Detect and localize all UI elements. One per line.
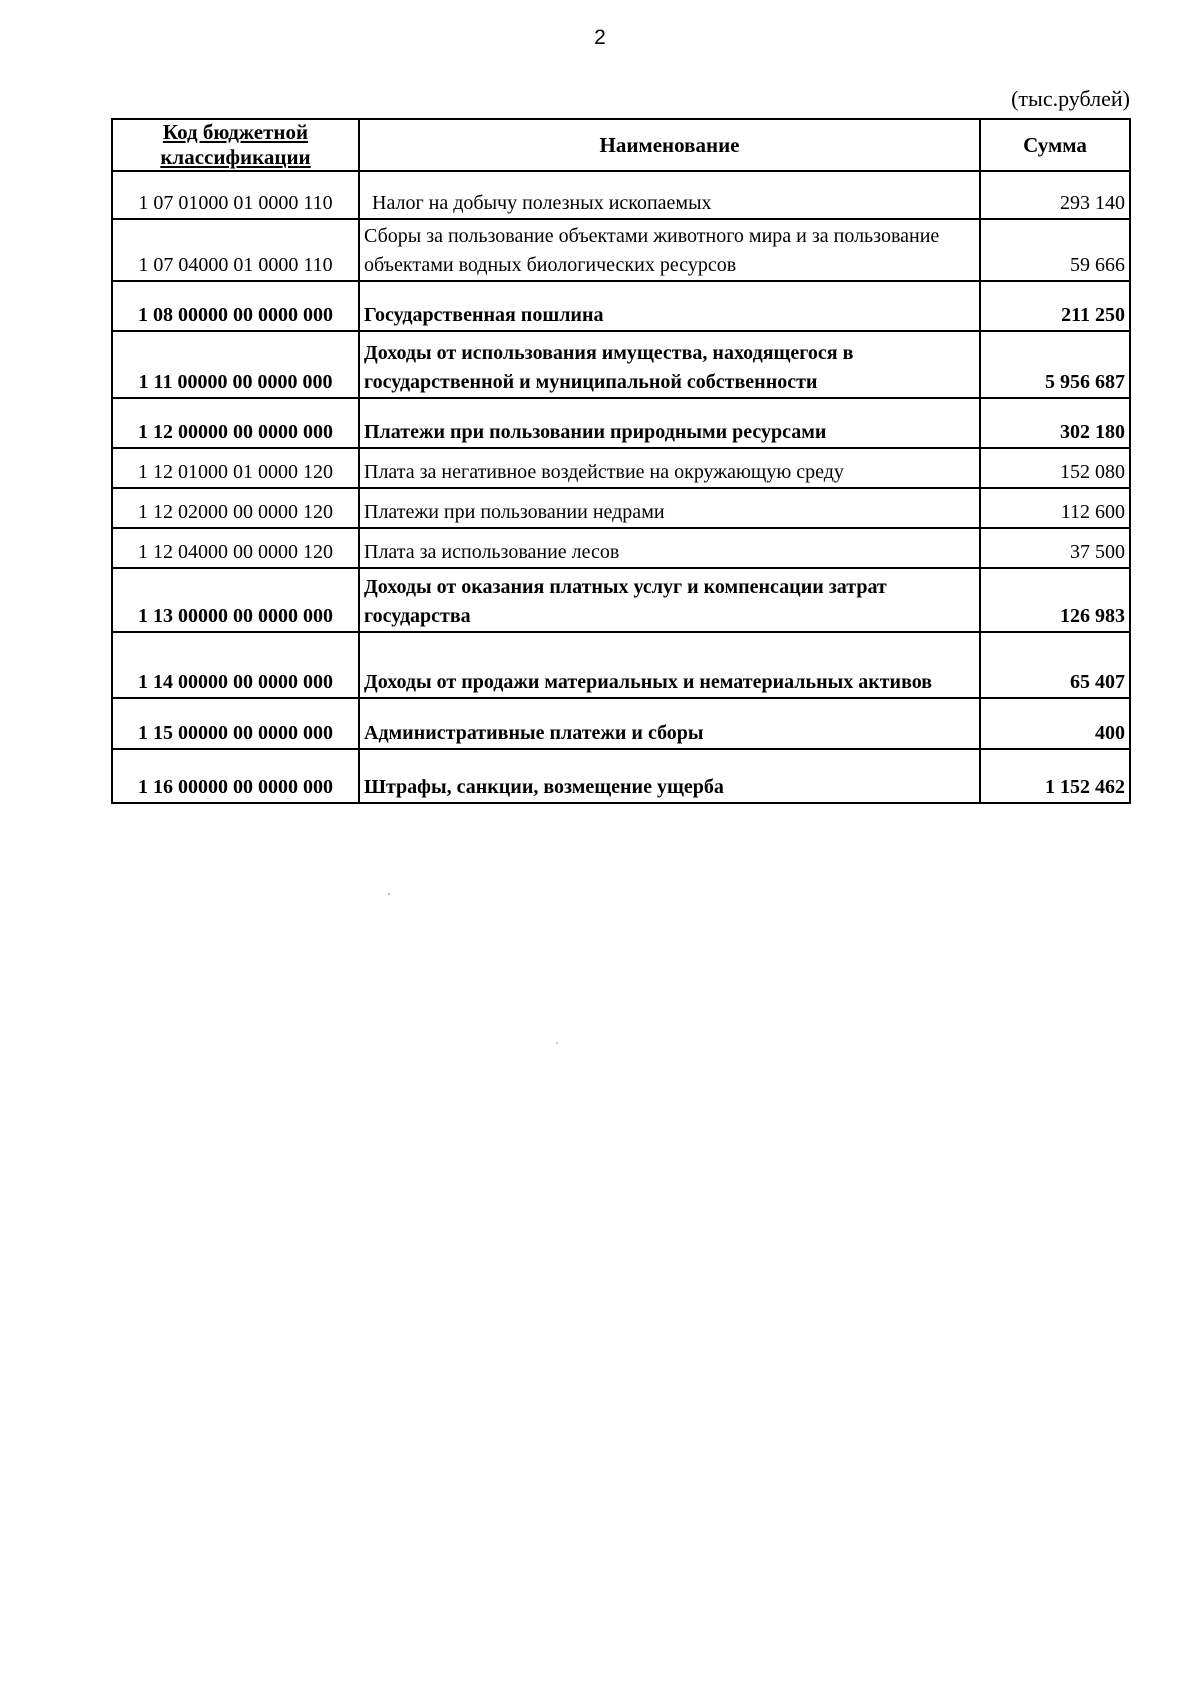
row-code: 1 16 00000 00 0000 000 — [112, 749, 359, 803]
row-code: 1 12 00000 00 0000 000 — [112, 398, 359, 448]
table-row — [112, 219, 1130, 281]
row-sum: 59 666 — [980, 219, 1130, 281]
header-code: Код бюджетной классификации — [112, 119, 359, 171]
table-row — [112, 528, 1130, 568]
row-code: 1 14 00000 00 0000 000 — [112, 632, 359, 698]
table-header-row — [112, 119, 1130, 171]
row-code: 1 12 01000 01 0000 120 — [112, 448, 359, 488]
table-row — [112, 749, 1130, 803]
row-code: 1 07 01000 01 0000 110 — [112, 171, 359, 219]
row-code: 1 07 04000 01 0000 110 — [112, 219, 359, 281]
table-row — [112, 398, 1130, 448]
row-name: Платежи при пользовании недрами — [359, 488, 980, 528]
header-sum: Сумма — [980, 119, 1130, 171]
table-row — [112, 281, 1130, 331]
row-sum: 37 500 — [980, 528, 1130, 568]
table-row — [112, 632, 1130, 698]
row-sum: 293 140 — [980, 171, 1130, 219]
page-number: 2 — [594, 26, 606, 49]
table-row — [112, 331, 1130, 398]
row-name: Налог на добычу полезных ископаемых — [359, 171, 980, 219]
row-sum: 112 600 — [980, 488, 1130, 528]
row-name: Штрафы, санкции, возмещение ущерба — [359, 749, 980, 803]
table-row — [112, 698, 1130, 749]
table-row — [112, 448, 1130, 488]
row-sum: 1 152 462 — [980, 749, 1130, 803]
table-row — [112, 568, 1130, 632]
row-name: Плата за негативное воздействие на окружающую среду — [359, 448, 980, 488]
row-sum: 126 983 — [980, 568, 1130, 632]
row-code: 1 12 02000 00 0000 120 — [112, 488, 359, 528]
row-sum: 211 250 — [980, 281, 1130, 331]
row-name: Платежи при пользовании природными ресурсами — [359, 398, 980, 448]
row-name: Доходы от использования имущества, находящегося в государственной и муниципальной собственности — [359, 331, 980, 398]
row-code: 1 15 00000 00 0000 000 — [112, 698, 359, 749]
row-code: 1 11 00000 00 0000 000 — [112, 331, 359, 398]
row-sum: 152 080 — [980, 448, 1130, 488]
row-code: 1 12 04000 00 0000 120 — [112, 528, 359, 568]
scan-speck — [388, 893, 390, 895]
row-sum: 5 956 687 — [980, 331, 1130, 398]
row-name: Государственная пошлина — [359, 281, 980, 331]
budget-table — [111, 118, 1131, 804]
row-name: Доходы от продажи материальных и нематериальных активов — [359, 632, 980, 698]
table-row — [112, 488, 1130, 528]
row-sum: 400 — [980, 698, 1130, 749]
row-name: Доходы от оказания платных услуг и компенсации затрат государства — [359, 568, 980, 632]
scan-speck — [556, 1042, 558, 1044]
table-row — [112, 171, 1130, 219]
row-name: Плата за использование лесов — [359, 528, 980, 568]
row-sum: 65 407 — [980, 632, 1130, 698]
header-name: Наименование — [359, 119, 980, 171]
row-code: 1 13 00000 00 0000 000 — [112, 568, 359, 632]
row-code: 1 08 00000 00 0000 000 — [112, 281, 359, 331]
units-label: (тыс.рублей) — [1011, 86, 1130, 111]
row-name: Сборы за пользование объектами животного мира и за пользование объектами водных биологических ресурсов — [359, 219, 980, 281]
row-sum: 302 180 — [980, 398, 1130, 448]
row-name: Административные платежи и сборы — [359, 698, 980, 749]
